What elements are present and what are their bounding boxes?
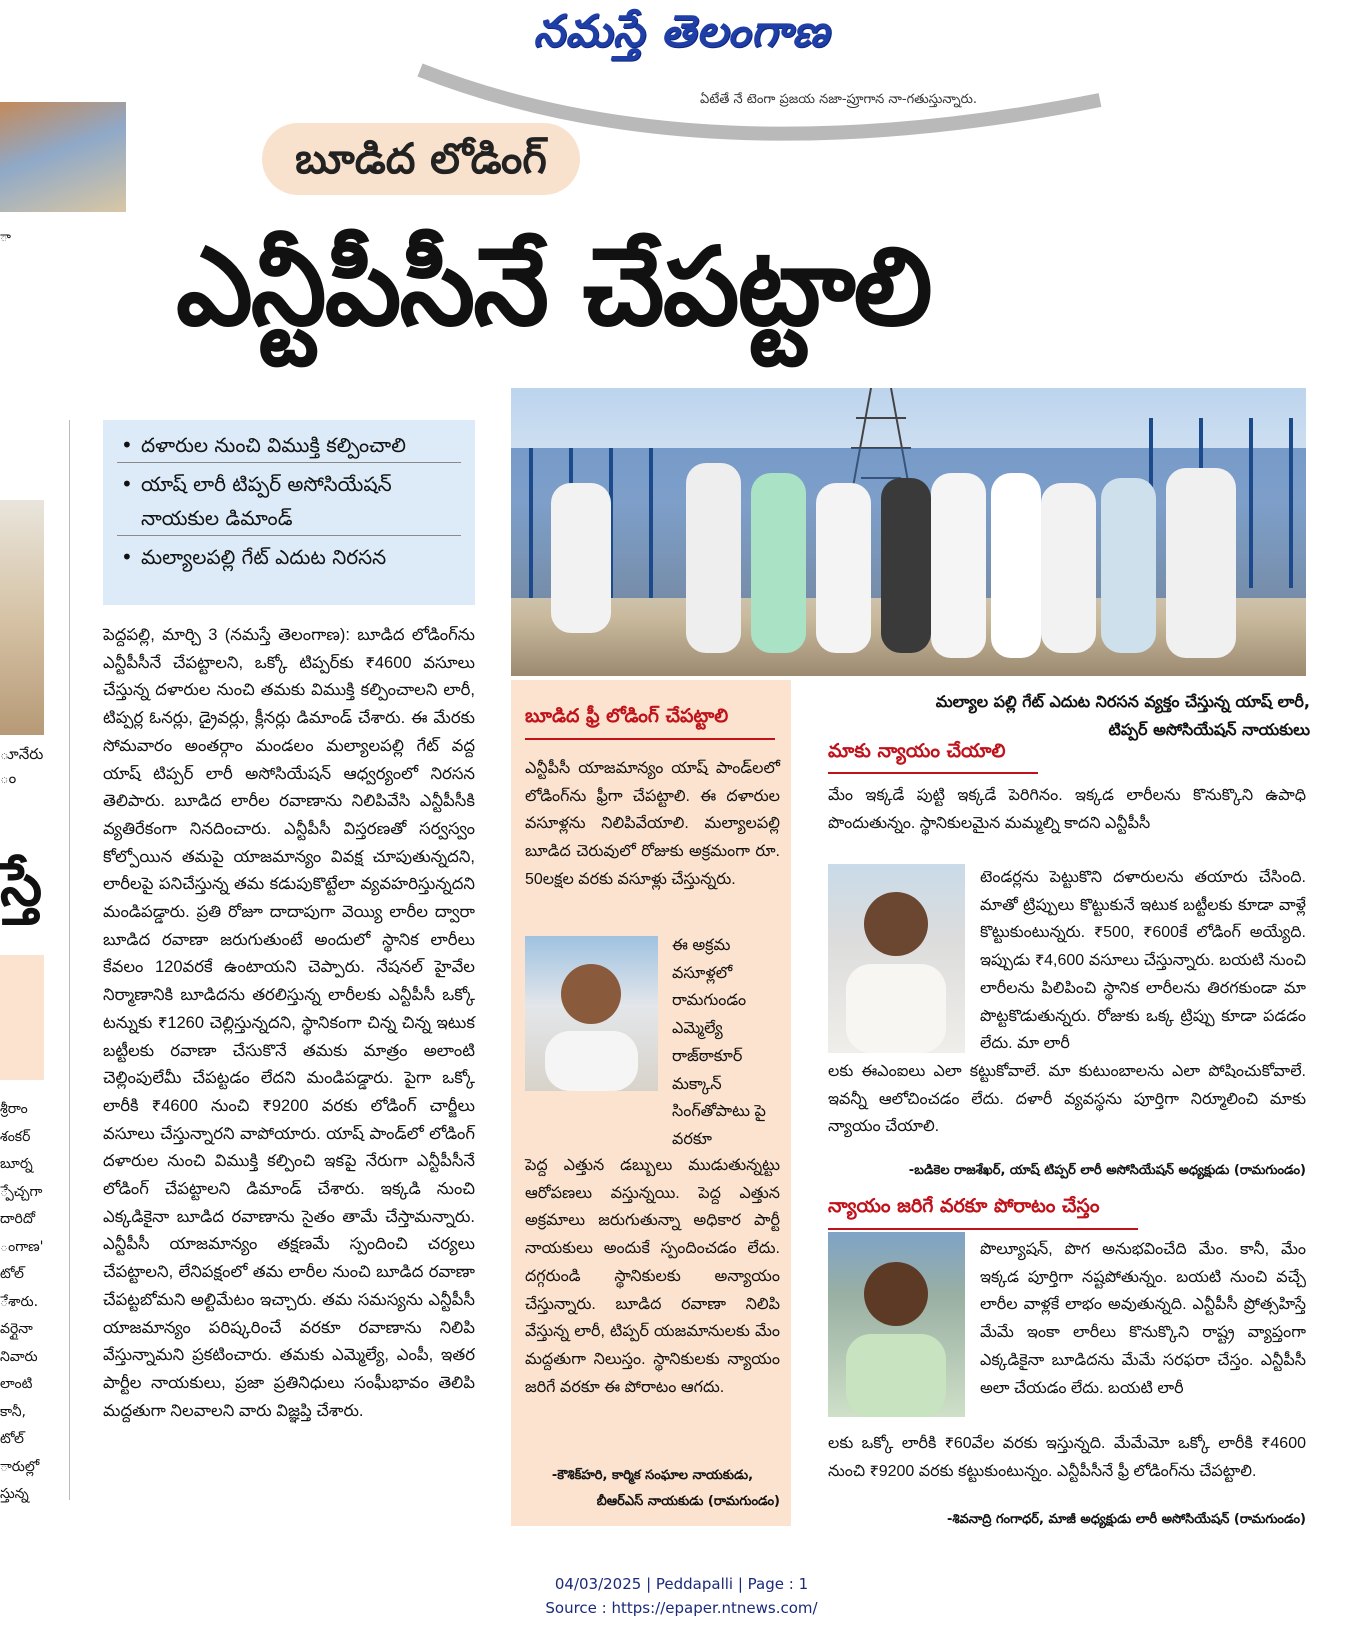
sidebar-portrait-photo [525, 936, 658, 1091]
highlight-item: • యాష్ లారీ టిప్పర్ అసోసియేషన్ నాయకుల డిమాండ్ [117, 467, 461, 536]
photo-caption [870, 688, 1310, 744]
left-cut-line: శ్రీరాం [0, 1101, 28, 1117]
sidebar-body-bottom: పెద్ద ఎత్తున డబ్బులు ముడుతున్నట్టు ఆరోపణలు వస్తున్నయి. పెద్ద ఎత్తున అక్రమాలు జరుగుతున్నా అధికార పార్టీ నాయకులు అందుకే స్పందించడం లేదు. దగ్గరుండి స్థానికులకు అన్యాయం చేస్తున్నారు. బూడిద రవాణా నిలిపి వేస్తున్న లారీ, టిప్పర్ యజమానులకు మేం మద్దతుగా నిలుస్తం. స్థానికులకు న్యాయం జరిగే వరకూ ఈ పోరాటం ఆగదు. [525, 1157, 780, 1396]
left-peach-box [0, 955, 44, 1080]
left-cut-line: ారుల్లో [0, 1458, 40, 1475]
left-cut-body [0, 1096, 44, 1509]
left-cut-line: బూర్న [0, 1156, 33, 1172]
column-divider [69, 420, 70, 1500]
quote2-signature: -శివనాద్రి గంగాధర్, మాజీ అధ్యక్షుడు లారీ అసోసియేషన్ (రామగుండం) [946, 1512, 1306, 1527]
quote1-signature: -బడికెల రాజశేఖర్, యాష్ టిప్పర్ లారీ అసోసియేషన్ అధ్యక్షుడు (రామగుండం) [908, 1163, 1306, 1178]
left-cut-line: ేశారు. [0, 1293, 39, 1310]
left-cut-line: లాంటి [0, 1376, 33, 1392]
portrait-illustration [828, 1232, 965, 1417]
left-cut-line: వర్గైనా [0, 1321, 33, 1337]
highlights-box [103, 420, 475, 605]
quote2-body-bottom: లకు ఒక్కో లారీకి ₹60వేల వరకు ఇస్తున్నది. మేమేమో ఒక్కో లారీకి ₹4600 నుంచి ₹9200 వరకు కట్టుకుంటున్నం. ఎన్టీపీసీనే ఫ్రీ లోడింగ్‌ను చేపట్టాలి. [828, 1435, 1306, 1480]
left-adjacent-photo-2 [0, 500, 44, 735]
protest-photo [511, 388, 1306, 676]
top-strip-text: ఏటేతే నే టెంగా ప్రజయ నజా-ప్రూగాన నా-గతుస్తున్నారు. [700, 92, 977, 107]
left-cut-line: శంకర్ [0, 1128, 31, 1145]
footer-source: Source : https://epaper.ntnews.com/ [545, 1599, 818, 1617]
decorative-curve [0, 60, 1363, 200]
sidebar-title: బూడిద ఫ్రీ లోడింగ్ చేపట్టాలి [525, 705, 729, 727]
portrait-illustration [828, 864, 965, 1053]
highlight-item: • దళారుల నుంచి విముక్తి కల్పించాలి [117, 428, 461, 463]
quote1-title-underline [828, 772, 1038, 774]
sidebar-signature: బీఆర్‌ఎస్ నాయకుడు (రామగుండం) [596, 1494, 780, 1509]
headline: ఎన్టీపీసీనే చేపట్టాలి [176, 225, 931, 350]
highlight-item: • మల్యాలపల్లి గేట్ ఎదుట నిరసన [117, 540, 461, 574]
left-cut-line: టోల్ [0, 1266, 24, 1282]
quote1-body-side: టెండర్లను పెట్టుకొని దళారులను తయారు చేసింది. మాతో ట్రిప్పులు కొట్టుకునే ఇటుక బట్టీలకు కూడా వాళ్లే కొట్టుకుంటున్నరు. ₹500, ₹600కే లోడింగ్ అయ్యేది. ఇప్పుడు ₹4,600 వసూలు చేస్తున్నారు. బయటి నుంచి లారీలను పిలిపించి స్థానిక లారీలను తిరగకుండా మా పొట్టకొడుతున్నరు. రోజుకు ఒక్క ట్రిప్పు కూడా పడడం లేదు. మా లారీ [980, 869, 1306, 1053]
footer-date-page: 04/03/2025 | Peddapalli | Page : 1 [554, 1575, 809, 1593]
left-cut-line: నివారు [0, 1348, 38, 1365]
left-cut-line: దారిదో [0, 1211, 36, 1227]
kicker-label: బూడిద లోడింగ్ [262, 123, 580, 195]
page-footer [0, 1572, 1363, 1620]
masthead-logo: నమస్తే తెలంగాణ [533, 6, 830, 57]
quote1-body: మేం ఇక్కడే పుట్టి ఇక్కడే పెరిగినం. ఇక్కడ లారీలను కొనుక్కొని ఉపాధి పొందుతున్నం. స్థానికులమైన మమ్మల్ని కాదని ఎన్టీపీసీ [828, 787, 1306, 832]
left-cut-headline: స్తే [0, 850, 43, 920]
quote1-portrait-photo [828, 864, 965, 1053]
left-cut-caption-line: ం [0, 769, 17, 787]
left-cut-text: ా [0, 230, 11, 245]
left-cut-line: టోల్ [0, 1431, 24, 1447]
quote1-title: మాకు న్యాయం చేయాలి [828, 740, 1006, 762]
left-cut-line: కానీ, [0, 1403, 26, 1420]
sidebar-body-side: ఈ అక్రమ వసూళ్లలో రామగుండం ఎమ్మెల్యే రాజ్‌ఠాకూర్ మక్కాన్ సింగ్‌తోపాటు పై వరకూ [672, 937, 766, 1148]
portrait-illustration [525, 936, 658, 1091]
left-adjacent-photo [0, 102, 126, 212]
left-cut-line: ్పేచ్చగా [0, 1183, 43, 1200]
photo-caption-line: టిప్పర్ అసోసియేషన్ నాయకులు [1108, 720, 1310, 739]
quote2-body-side: పొల్యూషన్, పొగ అనుభవించేది మేం. కానీ, మేం ఇక్కడ పూర్తిగా నష్టపోతున్నం. బయటి నుంచి వచ్చే లారీల వాళ్లకే లాభం అవుతున్నది. ఎన్టీపీసీ ప్రోత్సహిస్తే మేమే ఇంకా లారీలు కొనుక్కొని రాష్ట్ర వ్యాప్తంగా ఎక్కడికైనా బూడిదను మేమే సరఫరా చేస్తం. ఎన్టీపీసీ అలా చేయడం లేదు. బయటి లారీ [980, 1241, 1306, 1397]
left-cut-line: స్తున్న [0, 1486, 29, 1502]
protest-photo-illustration [511, 388, 1306, 676]
quote1-body-bottom: లకు ఈఎంఐలు ఎలా కట్టుకోవాలే. మా కుటుంబాలను ఎలా పోషించుకోవాలే. ఇవన్నీ ఆలోచించడం లేదు. దళారీ వ్యవస్థను పూర్తిగా నిర్మూలించి మాకు న్యాయం చేయాలి. [828, 1063, 1306, 1136]
left-cut-line: ంగాణ' [0, 1238, 44, 1255]
sidebar-title-underline [525, 738, 775, 740]
quote2-portrait-photo [828, 1232, 965, 1417]
quote2-title: న్యాయం జరిగే వరకూ పోరాటం చేస్తం [828, 1195, 1100, 1217]
sidebar-body: ఎన్టీపీసీ యాజమాన్యం యాష్ పాండ్‌లలో లోడింగ్‌ను ఫ్రీగా చేపట్టాలి. ఈ దళారుల వసూళ్లను నిలిపివేయాలి. మల్యాలపల్లి బూడిద చెరువులో రోజుకు అక్రమంగా రూ. 50లక్షల వరకు వసూళ్లు చేస్తున్నరు. [525, 760, 780, 888]
left-cut-caption [0, 742, 43, 790]
sidebar-signature: -కౌశిక్‌హరి, కార్మిక సంఘాల నాయకుడు, [551, 1468, 754, 1483]
left-cut-caption-line: ూనేరు [0, 745, 44, 763]
photo-caption-line: మల్యాల పల్లి గేట్ ఎదుట నిరసన వ్యక్తం చేస్తున్న యాష్ లారీ, [935, 692, 1310, 711]
quote2-title-underline [828, 1228, 1138, 1230]
article-body: పెద్దపల్లి, మార్చి 3 (నమస్తే తెలంగాణ): బూడిద లోడింగ్‌ను ఎన్టీపీసీనే చేపట్టాలని, ఒక్కో టిప్పర్‌కు ₹4600 వసూలు చేస్తున్న దళారుల నుంచి తమకు విముక్తి కల్పించాలని లారీ, టిప్పర్ల ఓనర్లు, డ్రైవర్లు, క్లీనర్లు డిమాండ్ చేశారు. ఈ మేరకు సోమవారం అంతర్గాం మండలం మల్యాలపల్లి గేట్ వద్ద యాష్ టిప్పర్ లారీ అసోసియేషన్ ఆధ్వర్యంలో నిరసన తెలిపారు. బూడిద లారీల రవాణాను నిలిపివేసి ఎన్టీపీసీకి వ్యతిరేకంగా నినదించారు. ఎన్టీపీసీ విస్తరణతో సర్వస్వం కోల్పోయిన తమపై యాజమాన్యం వివక్ష చూపుతున్నదని, లారీలపై పనిచేస్తున్న తమ కడుపుకొట్టేలా వ్యవహరిస్తున్నదని మండిపడ్డారు. ప్రతి రోజూ దాదాపుగా వెయ్యి లారీల ద్వారా బూడిద రవాణా జరుగుతుంటే అందులో స్థానిక లారీలు కేవలం 120వరకే ఉంటాయని చెప్పారు. నేషనల్ హైవేల నిర్మాణానికి బూడిదను తరలిస్తున్న లారీలకు ఎన్టీపీసీ ఒక్కో టన్నుకు ₹1260 చెల్లిస్తున్నదని, స్థానికంగా చిన్న చిన్న ఇటుక బట్టీలకు రవాణా చేసుకొనే తమకు మాత్రం అలాంటి చెల్లింపులేమీ చేపట్టడం లేదని మండిపడ్డారు. పైగా ఒక్కో లారీకి ₹4600 నుంచి ₹9200 వరకు లోడింగ్ చార్జీలు వసూలు చేస్తున్నారని వాపోయారు. యాష్ పాండ్‌లో లోడింగ్ దళారుల నుంచి విముక్తి కల్పించి ఇకపై నేరుగా ఎన్టీపీసీనే లోడింగ్ చేపట్టాలని డిమాండ్ చేశారు. ఇక్కడి నుంచి ఎక్కడికైనా బూడిద రవాణాను సైతం తామే చేస్తామన్నారు. ఎన్టీపీసీ యాజమాన్యం తక్షణమే స్పందించి చర్యలు చేపట్టాలని, లేనిపక్షంలో తమ లారీల నుంచి బూడిద రవాణా చేపట్టబోమని అల్టిమేటం ఇచ్చారు. తమ సమస్యను ఎన్టీపీసీ యాజమాన్యం పరిష్కరించే వరకూ రవాణాను నిలిపి వేస్తున్నామని ప్రకటించారు. తమకు ఎమ్మెల్యే, ఎంపీ, ఇతర పార్టీల నాయకులు, ప్రజా ప్రతినిధులు సంఘీభావం తెలిపి మద్దతుగా నిలవాలని వారు విజ్ఞప్తి చేశారు. [103, 626, 475, 1420]
